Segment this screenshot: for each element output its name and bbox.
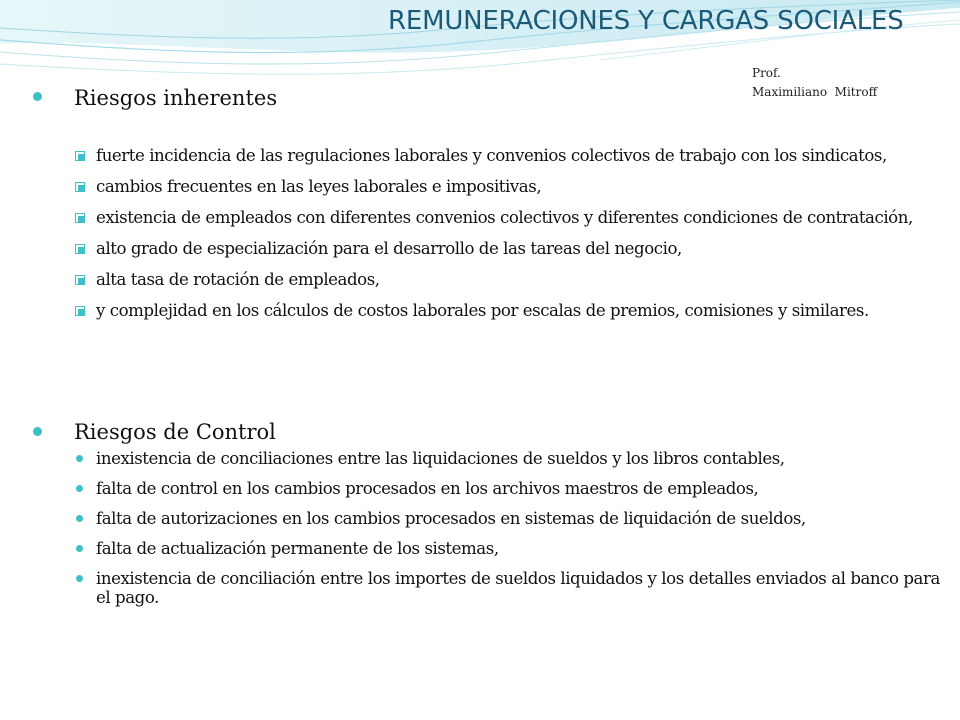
dot-bullet-icon bbox=[76, 455, 83, 462]
list-item-text: falta de autorizaciones en los cambios procesados en sistemas de liquidación de sueldos, bbox=[96, 509, 806, 528]
section-bullet-icon bbox=[33, 427, 42, 436]
list-item bbox=[74, 239, 954, 258]
list-item-text: cambios frecuentes en las leyes laborales e impositivas, bbox=[96, 177, 542, 196]
square-bullet-icon bbox=[75, 306, 85, 316]
list-item bbox=[74, 449, 954, 468]
dot-bullet-icon bbox=[76, 485, 83, 492]
riesgos-de-control-list bbox=[74, 449, 954, 618]
list-item-text: falta de actualización permanente de los sistemas, bbox=[96, 539, 499, 558]
list-item bbox=[74, 539, 954, 558]
list-item-text: fuerte incidencia de las regulaciones laborales y convenios colectivos de trabajo con los sindicatos, bbox=[96, 146, 887, 165]
author-name: Maximiliano Mitroff bbox=[752, 85, 878, 99]
list-item bbox=[74, 301, 954, 320]
section-bullet-icon bbox=[33, 92, 42, 101]
section-heading-riesgos-inherentes: Riesgos inherentes bbox=[74, 86, 278, 110]
section-heading-riesgos-de-control: Riesgos de Control bbox=[74, 420, 276, 444]
list-item bbox=[74, 509, 954, 528]
dot-bullet-icon bbox=[76, 545, 83, 552]
list-item bbox=[74, 208, 954, 227]
list-item bbox=[74, 479, 954, 498]
riesgos-inherentes-list bbox=[74, 146, 954, 332]
list-item bbox=[74, 146, 954, 165]
slide-title: REMUNERACIONES Y CARGAS SOCIALES bbox=[388, 6, 904, 36]
list-item-text: alta tasa de rotación de empleados, bbox=[96, 270, 380, 289]
list-item bbox=[74, 177, 954, 196]
list-item-text: alto grado de especialización para el desarrollo de las tareas del negocio, bbox=[96, 239, 682, 258]
list-item-text: existencia de empleados con diferentes convenios colectivos y diferentes condiciones de contratación, bbox=[96, 208, 913, 227]
author-prefix: Prof. bbox=[752, 66, 781, 80]
list-item bbox=[74, 569, 954, 607]
dot-bullet-icon bbox=[76, 515, 83, 522]
square-bullet-icon bbox=[75, 213, 85, 223]
list-item-text: y complejidad en los cálculos de costos laborales por escalas de premios, comisiones y similares. bbox=[96, 301, 869, 320]
list-item-text: falta de control en los cambios procesados en los archivos maestros de empleados, bbox=[96, 479, 759, 498]
list-item-text: inexistencia de conciliación entre los importes de sueldos liquidados y los detalles enviados al banco para el pago. bbox=[96, 569, 940, 607]
dot-bullet-icon bbox=[76, 575, 83, 582]
square-bullet-icon bbox=[75, 151, 85, 161]
author-credit bbox=[752, 64, 877, 102]
square-bullet-icon bbox=[75, 275, 85, 285]
square-bullet-icon bbox=[75, 244, 85, 254]
list-item-text: inexistencia de conciliaciones entre las liquidaciones de sueldos y los libros contables, bbox=[96, 449, 785, 468]
square-bullet-icon bbox=[75, 182, 85, 192]
list-item bbox=[74, 270, 954, 289]
